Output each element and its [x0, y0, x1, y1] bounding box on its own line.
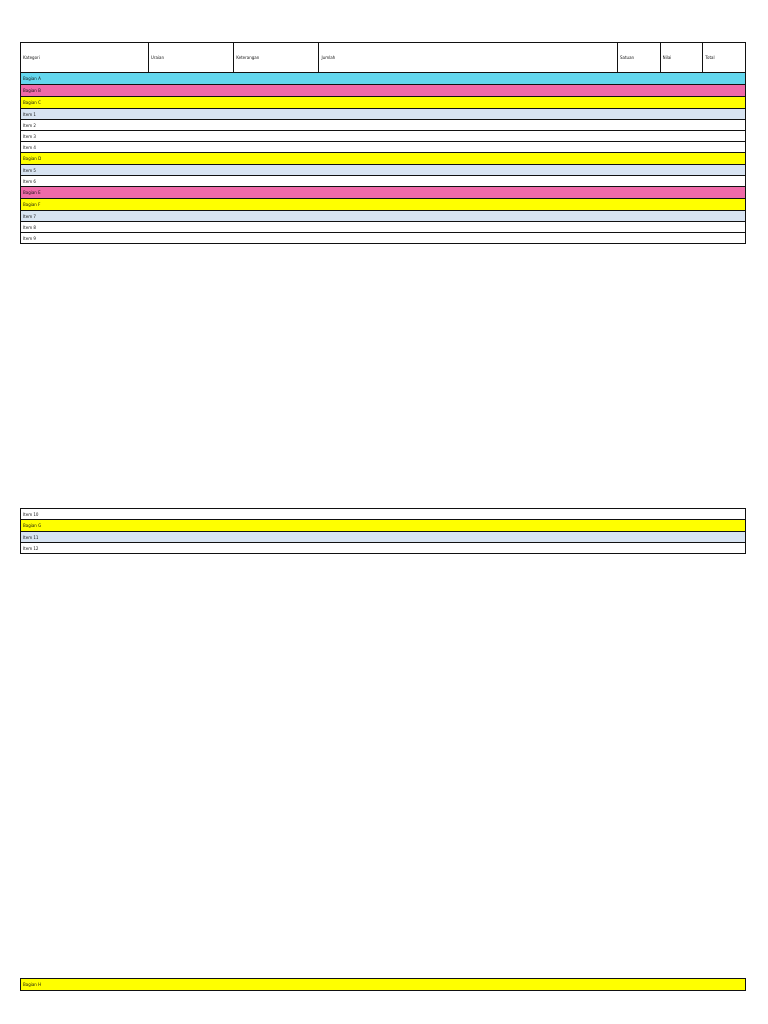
- sheet-page-1: [20, 42, 746, 244]
- row-label: Item 2: [21, 120, 746, 131]
- budget-table-page-2: [20, 508, 746, 554]
- table-row: [21, 131, 746, 142]
- section-row: [21, 187, 746, 199]
- section-row: [21, 73, 746, 85]
- section-row: [21, 97, 746, 109]
- table-row: [21, 109, 746, 120]
- header-cell-3: Keterangan: [234, 43, 319, 73]
- row-label: Item 7: [21, 211, 746, 222]
- section-label: Bagian D: [21, 153, 746, 165]
- header-cell-7: Total: [703, 43, 746, 73]
- row-label: Item 9: [21, 233, 746, 244]
- section-label: Bagian E: [21, 187, 746, 199]
- table-row: [21, 222, 746, 233]
- section-label: Bagian B: [21, 85, 746, 97]
- section-label: Bagian G: [21, 520, 746, 532]
- row-label: Item 12: [21, 543, 746, 554]
- table-row: [21, 233, 746, 244]
- header-cell-5: Satuan: [617, 43, 660, 73]
- header-cell-1: Kategori: [21, 43, 149, 73]
- sheet-page-3: [20, 978, 746, 991]
- budget-table-page-1: [20, 42, 746, 244]
- table-row: [21, 532, 746, 543]
- table-row: [21, 543, 746, 554]
- section-row: [21, 153, 746, 165]
- row-label: Item 11: [21, 532, 746, 543]
- row-label: Item 4: [21, 142, 746, 153]
- section-row: [21, 979, 746, 991]
- row-label: Item 5: [21, 165, 746, 176]
- budget-table-page-3: [20, 978, 746, 991]
- row-label: Item 8: [21, 222, 746, 233]
- section-row: [21, 85, 746, 97]
- section-label: Bagian H: [21, 979, 746, 991]
- table-row: [21, 165, 746, 176]
- row-label: Item 6: [21, 176, 746, 187]
- section-label: Bagian F: [21, 199, 746, 211]
- section-label: Bagian C: [21, 97, 746, 109]
- header-cell-4: Jumlah: [319, 43, 617, 73]
- row-label: Item 3: [21, 131, 746, 142]
- section-row: [21, 520, 746, 532]
- sheet-page-2: [20, 508, 746, 554]
- row-label: Item 1: [21, 109, 746, 120]
- table-row: [21, 211, 746, 222]
- table-row: [21, 509, 746, 520]
- table-row: [21, 142, 746, 153]
- header-cell-2: Uraian: [148, 43, 233, 73]
- section-label: Bagian A: [21, 73, 746, 85]
- table-row: [21, 176, 746, 187]
- section-row: [21, 199, 746, 211]
- table-row: [21, 120, 746, 131]
- row-label: Item 10: [21, 509, 746, 520]
- header-cell-6: Nilai: [660, 43, 703, 73]
- table-header-row: [21, 43, 746, 73]
